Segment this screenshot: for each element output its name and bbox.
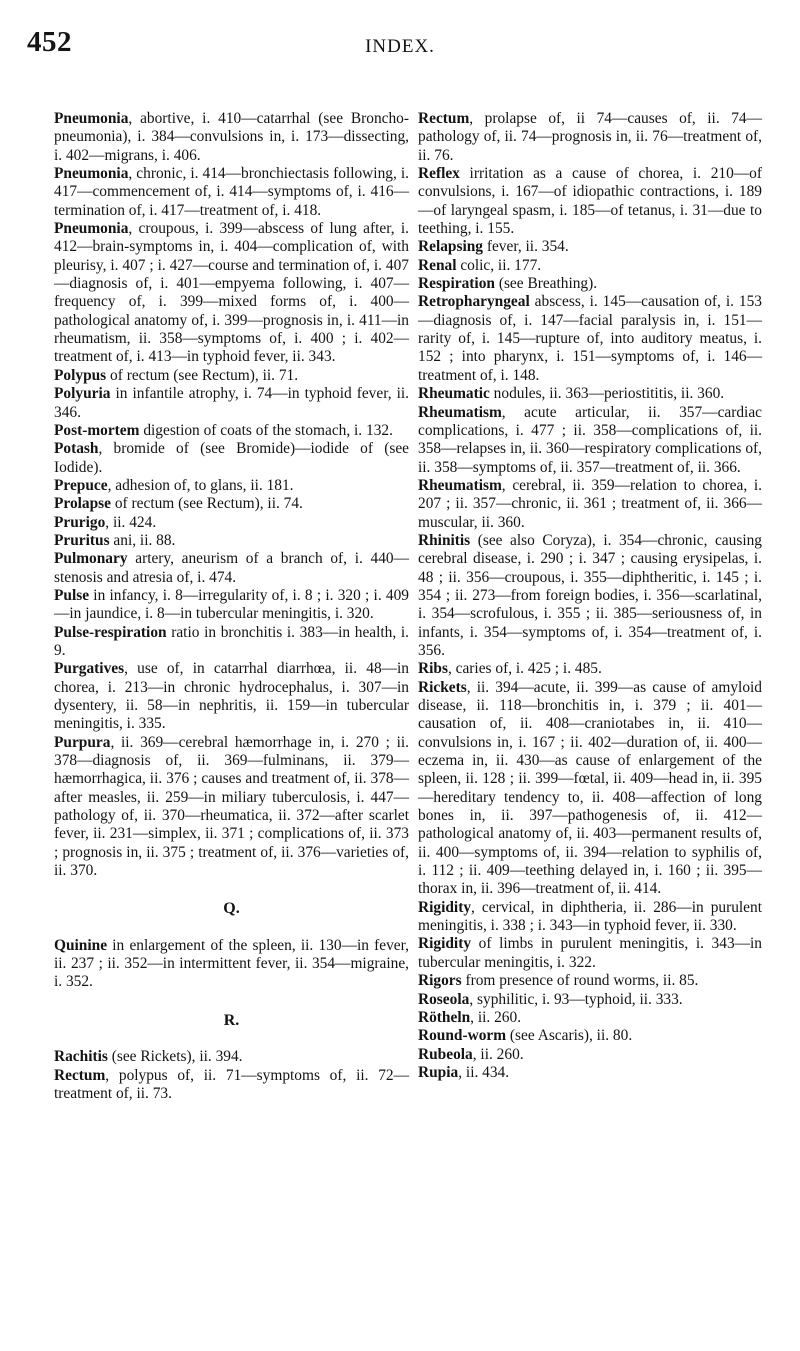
index-entry-heading: Pulmonary bbox=[54, 550, 128, 568]
right-column bbox=[418, 110, 762, 1082]
index-entry bbox=[54, 937, 409, 992]
index-entry-heading: Reflex bbox=[418, 165, 460, 183]
right-entries bbox=[418, 110, 762, 1082]
index-entry-references: of limbs in purulent meningitis, i. 343—in tubercular meningitis, i. 322. bbox=[418, 935, 762, 971]
index-entry-heading: Prurigo bbox=[54, 513, 106, 531]
index-entry-references: (see also Coryza), i. 354—chronic, causing cerebral disease, i. 290 ; i. 347 ; causing erysipelas, i. 48 ; ii. 356—croupous, i. 355—diphtheritic, i. 145 ; i. 354 ; ii. 273—from foreign bodies, i. 356—scarlatinal, i. 354—scrofulous, i. 355 ; ii. 385—seriousness of, in infants, i. 354—symptoms of, i. 354—treatment of, i. 356. bbox=[418, 531, 762, 659]
index-entry-references: of rectum (see Rectum), ii. 74. bbox=[111, 495, 303, 513]
index-entry-references: , syphilitic, i. 93—typhoid, ii. 333. bbox=[469, 990, 683, 1008]
index-entry-heading: Rheumatism bbox=[418, 476, 502, 494]
index-entry bbox=[54, 440, 409, 477]
index-entry bbox=[418, 1046, 762, 1064]
index-entry-heading: Relapsing bbox=[418, 238, 483, 256]
index-entry bbox=[418, 532, 762, 660]
index-entry bbox=[54, 220, 409, 367]
index-entry-references: , bromide of (see Bromide)—iodide of (see Iodide). bbox=[54, 440, 409, 476]
index-entry-references: , ii. 424. bbox=[105, 513, 157, 531]
index-entry-references: , prolapse of, ii 74—causes of, ii. 74—pathology of, ii. 74—prognosis in, ii. 76—treatment of, ii. 76. bbox=[418, 110, 762, 164]
index-entry-references: , croupous, i. 399—abscess of lung after, i. 412—brain-symptoms in, i. 404—complication of, with pleurisy, i. 407 ; i. 427—course and termination of, i. 407—diagnosis of, i. 401—empyema following, i. 407—frequency of, i. 399—mixed forms of, i. 400—pathological anatomy of, i. 399—prognosis in, i. 411—in rheumatism, ii. 358—symptoms of, i. 400 ; i. 402—treatment of, i. 413—in typhoid fever, ii. 343. bbox=[54, 220, 409, 366]
index-entry-references: , polypus of, ii. 71—symptoms of, ii. 72—treatment of, ii. 73. bbox=[54, 1066, 409, 1102]
index-entry bbox=[54, 385, 409, 422]
index-entry-heading: Rigors bbox=[418, 972, 462, 990]
index-entry bbox=[418, 238, 762, 256]
index-entry bbox=[418, 660, 762, 678]
index-entry-references: abscess, i. 145—causation of, i. 153—diagnosis of, i. 147—facial paralysis in, i. 151—rarity of, i. 145—rupture of, into auditory meatus, i. 152 ; into pharynx, i. 151—symptoms of, i. 146—treatment of, i. 148. bbox=[418, 293, 762, 384]
index-entry bbox=[418, 1064, 762, 1082]
index-entry bbox=[54, 514, 409, 532]
index-entry bbox=[54, 587, 409, 624]
index-entry-heading: Roseola bbox=[418, 990, 470, 1008]
index-entry-heading: Rubeola bbox=[418, 1045, 473, 1063]
index-entry-references: (see Ascaris), ii. 80. bbox=[506, 1027, 633, 1045]
index-entry bbox=[418, 477, 762, 532]
index-entry-references: , caries of, i. 425 ; i. 485. bbox=[447, 660, 602, 678]
index-entry-heading: Rigidity bbox=[418, 935, 472, 953]
index-entry-references: , abortive, i. 410—catarrhal (see Broncho-pneumonia), i. 384—convulsions in, i. 173—dissecting, i. 402—migrans, i. 406. bbox=[54, 110, 409, 164]
index-entry bbox=[418, 275, 762, 293]
index-entry bbox=[418, 899, 762, 936]
index-entry-heading: Purgatives bbox=[54, 660, 125, 678]
index-entry-references: ani, ii. 88. bbox=[109, 531, 176, 549]
index-entry-references: irritation as a cause of chorea, i. 210—of convulsions, i. 167—of idiopathic contractions, i. 189—of laryngeal spasm, i. 185—of tetanus, i. 31—due to teething, i. 155. bbox=[418, 165, 762, 238]
index-entry-heading: Prepuce bbox=[54, 476, 108, 494]
index-entry-heading: Polypus bbox=[54, 366, 107, 384]
q-entries bbox=[54, 937, 409, 992]
index-entry bbox=[418, 165, 762, 238]
index-entry-references: (see Breathing). bbox=[494, 275, 598, 293]
index-entry bbox=[54, 660, 409, 733]
index-entry bbox=[54, 110, 409, 165]
index-entry bbox=[54, 367, 409, 385]
index-entry bbox=[54, 165, 409, 220]
index-entry-heading: Polyuria bbox=[54, 385, 111, 403]
page-number: 452 bbox=[27, 26, 72, 58]
index-entry-references: ratio in bronchitis i. 383—in health, i. 9. bbox=[54, 623, 409, 659]
index-entry bbox=[418, 110, 762, 165]
index-entry bbox=[418, 293, 762, 385]
index-entry-references: , acute articular, ii. 357—cardiac complications, i. 477 ; ii. 358—complications of, ii. 358—relapses in, ii. 360—respiratory complications of, ii. 358—symptoms of, ii. 357—treatment of, ii. 366. bbox=[418, 403, 762, 476]
index-entry-references: , use of, in catarrhal diarrhœa, ii. 48—in chorea, i. 213—in chronic hydrocephalus, i. 307—in dysentery, ii. 58—in nephritis, ii. 159—in tubercular meningitis, i. 335. bbox=[54, 660, 409, 733]
index-entry-heading: Rheumatism bbox=[418, 403, 502, 421]
index-entry-references: artery, aneurism of a branch of, i. 440—stenosis and atresia of, i. 474. bbox=[54, 550, 409, 586]
index-entry-heading: Pneumonia bbox=[54, 110, 129, 127]
index-entry-references: , ii. 369—cerebral hæmorrhage in, i. 270 ; ii. 378—diagnosis of, ii. 369—fulminans, ii. 379—hæmorrhagica, ii. 376 ; causes and treatment of, ii. 378—after measles, ii. 259—in miliary tuberculosis, i. 447—pathology of, ii. 370—rheumatica, ii. 372—after scarlet fever, ii. 231—simplex, ii. 371 ; complications of, ii. 373 ; prognosis in, ii. 375 ; treatment of, ii. 376—varieties of, ii. 370. bbox=[54, 733, 409, 880]
index-entry-heading: Retropharyngeal bbox=[418, 293, 530, 311]
index-entry-heading: Rötheln bbox=[418, 1008, 471, 1026]
index-entry bbox=[418, 991, 762, 1009]
index-entry-references: colic, ii. 177. bbox=[456, 256, 542, 274]
index-entry bbox=[418, 1027, 762, 1045]
index-entry bbox=[54, 550, 409, 587]
index-entry-references: , ii. 260. bbox=[470, 1008, 522, 1026]
index-entry-references: nodules, ii. 363—periostititis, ii. 360. bbox=[489, 385, 725, 403]
index-entry-references: in enlargement of the spleen, ii. 130—in fever, ii. 237 ; ii. 352—in intermittent fever, ii. 354—migraine, i. 352. bbox=[54, 936, 409, 991]
index-entry-heading: Rigidity bbox=[418, 898, 472, 916]
index-entry bbox=[418, 1009, 762, 1027]
index-entry-references: , cerebral, ii. 359—relation to chorea, i. 207 ; ii. 357—chronic, ii. 361 ; treatment of, ii. 366—muscular, ii. 360. bbox=[418, 476, 762, 531]
index-entry-heading: Rupia bbox=[418, 1063, 459, 1081]
index-entry bbox=[54, 422, 409, 440]
index-entry-heading: Rheumatic bbox=[418, 385, 490, 403]
index-entry bbox=[54, 1048, 409, 1066]
index-entry-heading: Potash bbox=[54, 440, 99, 458]
index-entry-heading: Rectum bbox=[418, 110, 470, 127]
index-entry-heading: Renal bbox=[418, 256, 457, 274]
index-entry bbox=[54, 624, 409, 661]
index-entry-heading: Round-worm bbox=[418, 1027, 507, 1045]
index-entry-heading: Purpura bbox=[54, 733, 111, 751]
index-entry-references: of rectum (see Rectum), ii. 71. bbox=[106, 366, 299, 384]
index-entry-references: from presence of round worms, ii. 85. bbox=[461, 972, 699, 990]
index-entry-heading: Prolapse bbox=[54, 495, 112, 513]
running-head: INDEX. bbox=[365, 36, 435, 57]
index-entry-heading: Pneumonia bbox=[54, 165, 129, 183]
index-entry bbox=[418, 679, 762, 899]
index-entry-heading: Rectum bbox=[54, 1066, 106, 1084]
index-entry-heading: Pruritus bbox=[54, 531, 110, 549]
index-entry-heading: Post-mortem bbox=[54, 421, 140, 439]
index-entry bbox=[418, 257, 762, 275]
left-column bbox=[54, 110, 409, 1103]
index-entry-heading: Pneumonia bbox=[54, 220, 129, 238]
index-entry-references: in infantile atrophy, i. 74—in typhoid fever, ii. 346. bbox=[54, 385, 409, 421]
index-entry-references: in infancy, i. 8—irregularity of, i. 8 ; i. 320 ; i. 409—in jaundice, i. 8—in tubercular meningitis, i. 320. bbox=[54, 586, 409, 623]
index-entry bbox=[54, 532, 409, 550]
index-entry-heading: Respiration bbox=[418, 275, 495, 293]
index-entry-heading: Rachitis bbox=[54, 1048, 108, 1066]
index-entry bbox=[54, 1067, 409, 1104]
index-entry-references: , cervical, in diphtheria, ii. 286—in purulent meningitis, i. 338 ; i. 343—in typhoid fever, ii. 330. bbox=[418, 898, 762, 935]
index-entry-references: (see Rickets), ii. 394. bbox=[107, 1048, 243, 1066]
index-entry bbox=[54, 477, 409, 495]
index-entry-heading: Quinine bbox=[54, 936, 108, 954]
index-entry-heading: Rickets bbox=[418, 678, 467, 696]
index-entry bbox=[418, 385, 762, 403]
index-entry bbox=[54, 734, 409, 881]
index-entry-references: , ii. 434. bbox=[458, 1063, 510, 1081]
index-entry bbox=[54, 495, 409, 513]
index-entry-references: , adhesion of, to glans, ii. 181. bbox=[107, 476, 294, 494]
index-entry-references: fever, ii. 354. bbox=[483, 238, 569, 256]
index-entry bbox=[418, 935, 762, 972]
index-entry bbox=[418, 972, 762, 990]
section-letter-r: R. bbox=[223, 1011, 240, 1029]
section-letter-q: Q. bbox=[223, 900, 240, 918]
index-entry bbox=[418, 404, 762, 477]
index-entry-references: , chronic, i. 414—bronchiectasis following, i. 417—commencement of, i. 414—symptoms of, i. 416—termination of, i. 417—treatment of, i. 418. bbox=[54, 165, 409, 219]
index-entry-heading: Rhinitis bbox=[418, 531, 471, 549]
left-entries bbox=[54, 110, 409, 880]
index-entry-heading: Pulse-respiration bbox=[54, 623, 167, 641]
index-entry-heading: Ribs bbox=[418, 660, 448, 678]
index-entry-references: , ii. 394—acute, ii. 399—as cause of amyloid disease, ii. 118—bronchitis in, i. 379 ; ii. 401—causation of, ii. 408—craniotabes in, ii. 410—convulsions in, i. 167 ; ii. 402—duration of, ii. 400—eczema in, ii. 430—as cause of enlargement of the spleen, ii. 128 ; ii. 399—fœtal, ii. 409—head in, ii. 395—hereditary tendency to, ii. 408—affection of long bones in, ii. 397—pathogenesis of, ii. 412—pathological anatomy of, ii. 403—permanent results of, ii. 400—symptoms of, ii. 394—relation to syphilis of, i. 112 ; ii. 409—teething delayed in, i. 160 ; ii. 395—thorax in, ii. 396—treatment of, ii. 414. bbox=[418, 678, 762, 898]
index-entry-references: , ii. 260. bbox=[472, 1045, 524, 1063]
r-entries bbox=[54, 1048, 409, 1103]
index-entry-references: digestion of coats of the stomach, i. 132. bbox=[139, 421, 393, 439]
index-entry-heading: Pulse bbox=[54, 586, 90, 604]
